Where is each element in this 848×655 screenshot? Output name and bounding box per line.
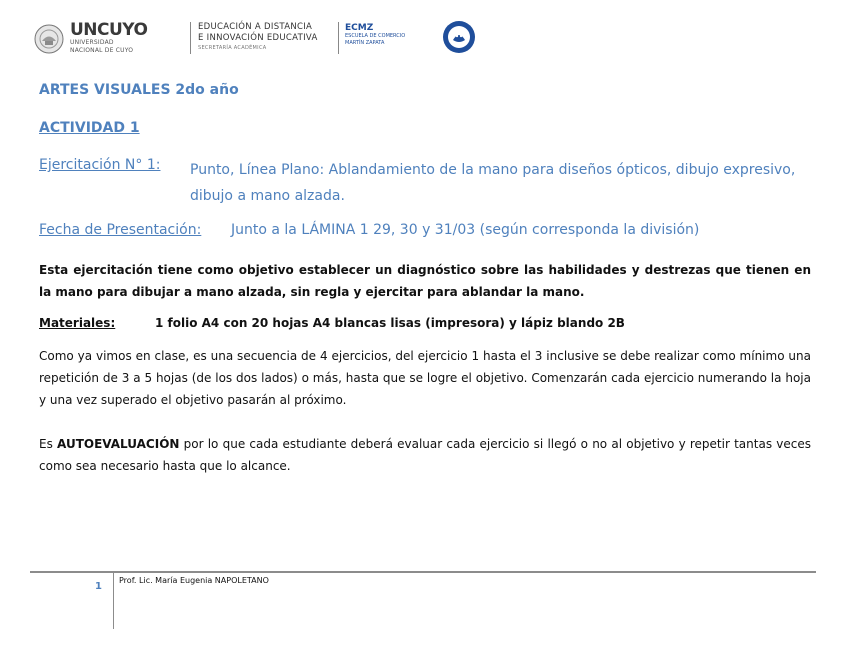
ejercitacion-label: Ejercitación N° 1: [39, 157, 161, 173]
materiales-text: 1 folio A4 con 20 hojas A4 blancas lisas (impresora) y lápiz blando 2B [155, 316, 625, 330]
materiales-label: Materiales: [39, 316, 116, 330]
fecha-label: Fecha de Presentación: [39, 222, 202, 238]
ejercitacion-text: Punto, Línea Plano: Ablandamiento de la mano para diseños ópticos, dibujo expresivo, dibujo a mano alzada. [190, 162, 796, 204]
page-header [30, 16, 450, 62]
objective-paragraph: Esta ejercitación tiene como objetivo establecer un diagnóstico sobre las habilidades y destrezas que tienen en la mano para dibujar a mano alzada, sin regla y ejercitar para ablandar la mano. [39, 263, 811, 299]
footer-vertical-divider [113, 573, 114, 629]
ecmz-seal-icon [442, 20, 476, 54]
activity-heading: ACTIVIDAD 1 [39, 120, 140, 136]
instructions-paragraph: Como ya vimos en clase, es una secuencia de 4 ejercicios, del ejercicio 1 hasta el 3 inclusive se debe realizar como mínimo una repetición de 3 a 5 hojas (de los dos lados) o más, hasta que se logre el objetivo. Comenzarán cada ejercicio numerando la hoja y una vez superado el objetivo pasarán al próximo. [39, 349, 811, 407]
edu-line-1: EDUCACIÓN A DISTANCIA [198, 22, 313, 32]
page-number: 1 [95, 581, 102, 592]
uncuyo-subtitle-2: NACIONAL DE CUYO [70, 47, 134, 54]
ecmz-subtitle-2: MARTÍN ZAPATA [345, 40, 385, 46]
uncuyo-seal-icon [34, 24, 64, 54]
header-divider [338, 22, 339, 54]
ecmz-title: ECMZ [345, 23, 374, 33]
document-title: ARTES VISUALES 2do año [39, 82, 239, 98]
uncuyo-name: UNCUYO [70, 20, 148, 40]
autoevaluacion-keyword: AUTOEVALUACIÓN [57, 437, 180, 451]
footer-divider [30, 571, 816, 573]
uncuyo-subtitle-1: UNIVERSIDAD [70, 39, 114, 46]
paragraph-text: Es [39, 437, 58, 451]
edu-line-2: E INNOVACIÓN EDUCATIVA [198, 33, 318, 43]
ecmz-logo [345, 23, 425, 47]
fecha-text: Junto a la LÁMINA 1 29, 30 y 31/03 (según corresponda la división) [231, 222, 700, 238]
ecmz-subtitle-1: ESCUELA DE COMERCIO [345, 33, 406, 39]
footer-author: Prof. Lic. María Eugenia NAPOLETANO [119, 576, 269, 585]
edu-distancia-logo [198, 22, 338, 52]
paragraph-text: por lo que cada estudiante deberá evaluar cada ejercicio si llegó o no al objetivo y repetir tantas veces como sea necesario hasta que lo alcance. [39, 437, 811, 473]
edu-line-3: SECRETARÍA ACADÉMICA [198, 45, 267, 51]
header-divider [190, 22, 191, 54]
uncuyo-logo [70, 22, 186, 55]
autoevaluacion-paragraph [39, 433, 811, 477]
